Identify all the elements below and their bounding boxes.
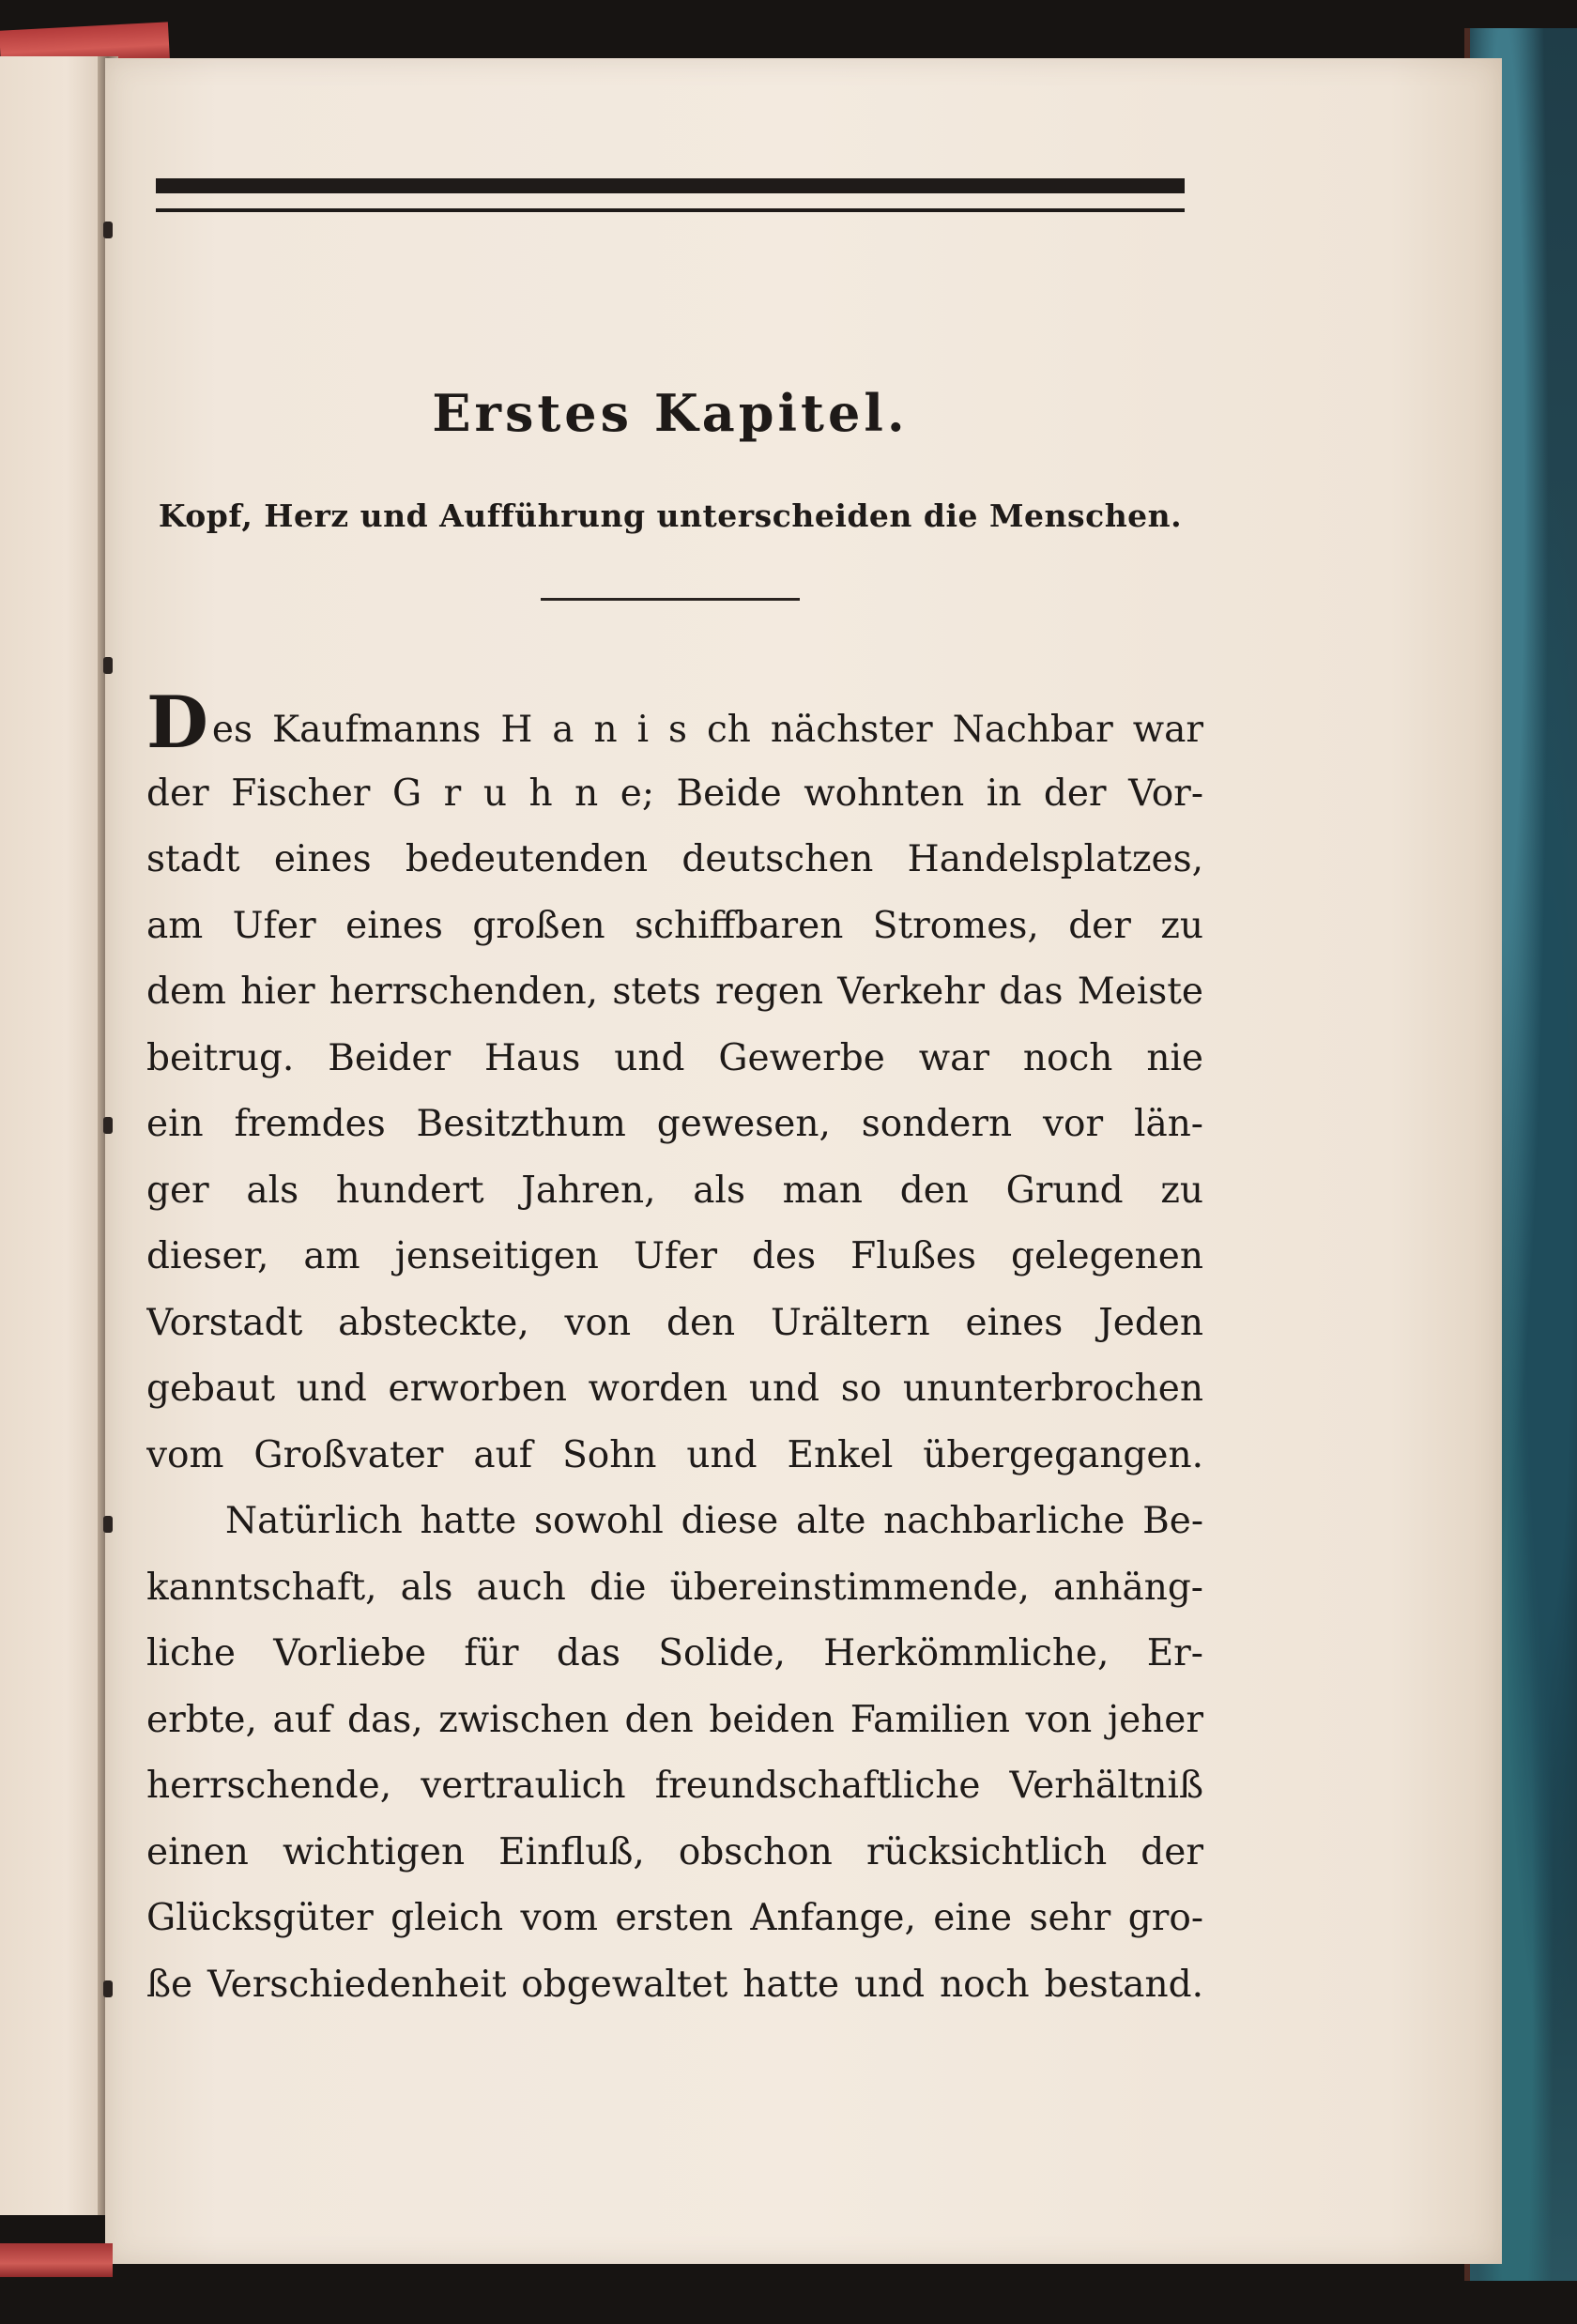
- binding-stitch: [103, 1980, 113, 1997]
- text-line: der Fischer G r u h n e; Beide wohnten in der Vor-: [146, 772, 1203, 815]
- chapter-title: Erstes Kapitel.: [432, 383, 909, 443]
- text-line: beitrug. Beider Haus und Gewerbe war noch nie: [146, 1036, 1203, 1079]
- binding-stitch: [103, 657, 113, 674]
- text-line: Glücksgüter gleich vom ersten Anfange, eine sehr gro-: [146, 1897, 1203, 1939]
- binding-stitch: [103, 1117, 113, 1134]
- chapter-subtitle: Kopf, Herz und Aufführung unterscheiden die Menschen.: [158, 497, 1183, 534]
- header-rule-thick: [156, 178, 1185, 193]
- text-line: Natürlich hatte sowohl diese alte nachbarliche Be-: [225, 1500, 1203, 1542]
- text-line: erbte, auf das, zwischen den beiden Familien von jeher: [146, 1698, 1203, 1741]
- text-line: herrschende, vertraulich freundschaftliche Verhältniß: [146, 1765, 1203, 1807]
- text-line: gebaut und erworben worden und so ununterbrochen: [146, 1368, 1203, 1410]
- binding-stitch: [103, 1516, 113, 1533]
- left-page-edge: [0, 56, 111, 2215]
- section-divider: [541, 598, 800, 601]
- text-line: dem hier herrschenden, stets regen Verkehr das Meiste: [146, 971, 1203, 1013]
- text-line: am Ufer eines großen schiffbaren Stromes, der zu: [146, 904, 1203, 947]
- text-line: Des Kaufmanns H a n i s ch nächster Nachbar war: [146, 695, 1203, 761]
- text-line: Vorstadt absteckte, von den Urältern eines Jeden: [146, 1301, 1203, 1344]
- text-line: liche Vorliebe für das Solide, Herkömmliche, Er-: [146, 1632, 1203, 1674]
- text-line: kanntschaft, als auch die übereinstimmende, anhäng-: [146, 1566, 1203, 1609]
- text-line: ein fremdes Besitzthum gewesen, sondern vor län-: [146, 1103, 1203, 1145]
- text-line: ße Verschiedenheit obgewaltet hatte und noch bestand.: [146, 1963, 1203, 2006]
- text-line: vom Großvater auf Sohn und Enkel übergegangen.: [146, 1433, 1203, 1476]
- text-line: dieser, am jenseitigen Ufer des Flußes gelegenen: [146, 1235, 1203, 1277]
- drop-capital: D: [146, 695, 208, 761]
- text-line: stadt eines bedeutenden deutschen Handelsplatzes,: [146, 838, 1203, 880]
- text-line: einen wichtigen Einfluß, obschon rücksichtlich der: [146, 1830, 1203, 1873]
- text-line: ger als hundert Jahren, als man den Grund zu: [146, 1169, 1203, 1212]
- binding-stitch: [103, 222, 113, 238]
- header-rule-thin: [156, 208, 1185, 212]
- spine-headband-bottom: [0, 2243, 113, 2277]
- body-text: [146, 695, 1203, 2018]
